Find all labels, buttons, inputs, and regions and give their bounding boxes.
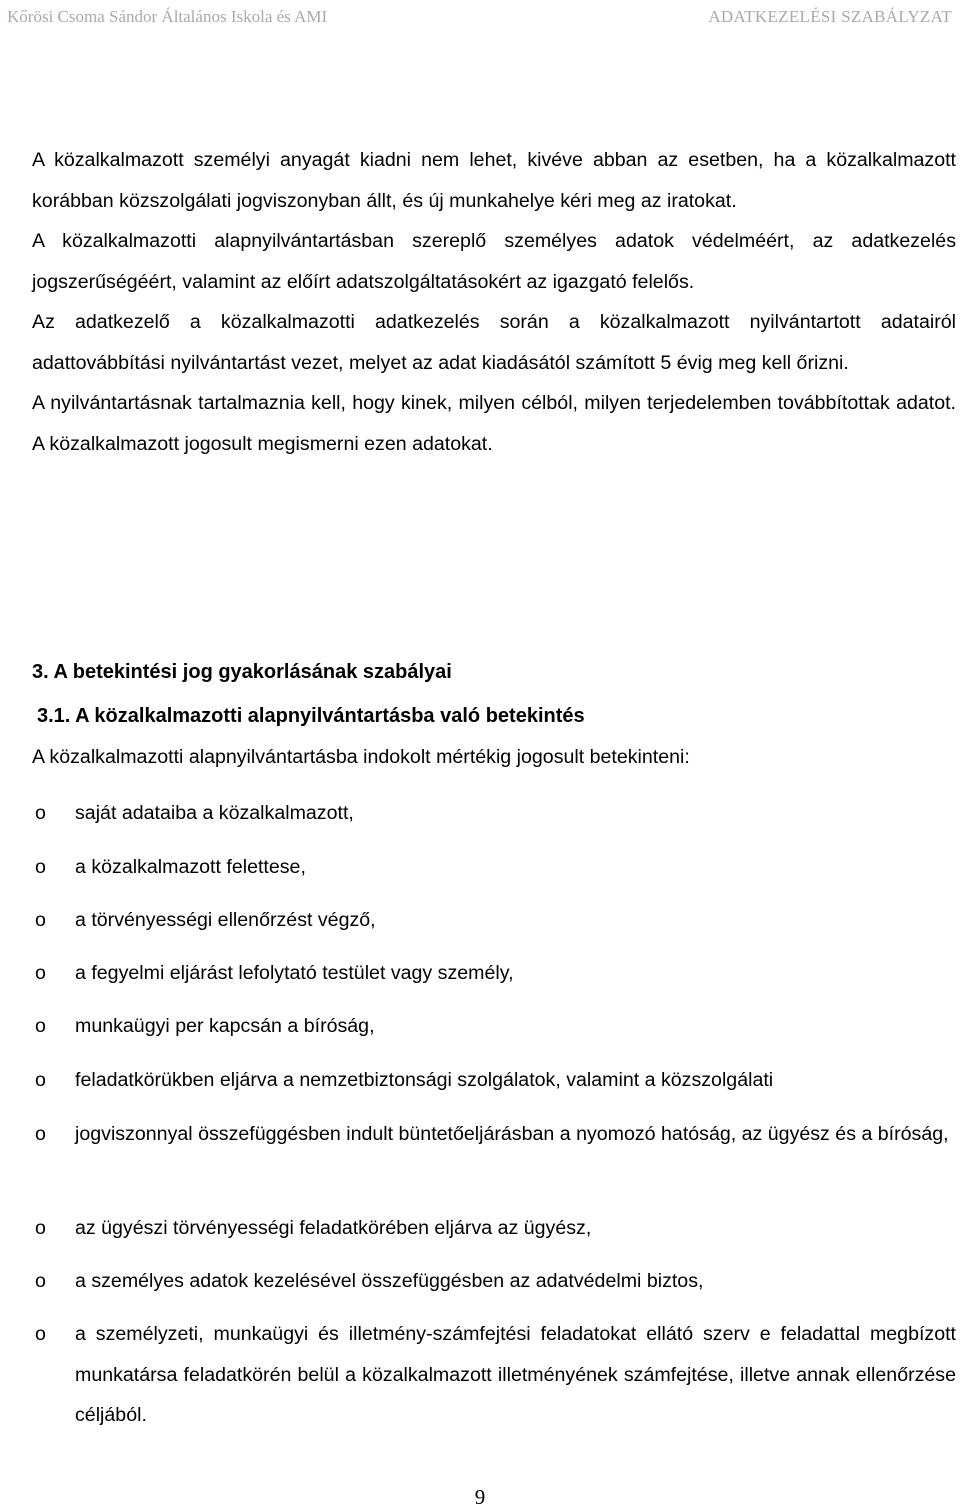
- bullet-icon: o: [35, 1123, 46, 1145]
- authorized-list: [32, 1060, 956, 1101]
- list-item: [32, 1114, 956, 1155]
- header-school-name: Kőrösi Csoma Sándor Általános Iskola és AMI: [7, 7, 328, 26]
- authorized-list: [32, 1114, 956, 1155]
- list-item: [32, 793, 956, 834]
- bullet-icon: o: [35, 856, 46, 878]
- list-item: [32, 1261, 956, 1302]
- list-item: [32, 953, 956, 994]
- list-item-text: a közalkalmazott felettese,: [75, 856, 306, 878]
- header-document-title: ADATKEZELÉSI SZABÁLYZAT: [708, 7, 952, 26]
- paragraph: A közalkalmazott személyi anyagát kiadni nem lehet, kivéve abban az esetben, ha a közalkalmazott korábban közszolgálati jogviszonyban állt, és új munkahelye kéri meg az iratokat.: [32, 149, 956, 212]
- bullet-icon: o: [35, 909, 46, 931]
- authorized-list: [32, 1006, 956, 1047]
- list-item-text: a törvényességi ellenőrzést végző,: [75, 909, 376, 931]
- list-item-text: saját adataiba a közalkalmazott,: [75, 802, 354, 824]
- bullet-icon: o: [35, 1015, 46, 1037]
- list-item: [32, 1314, 956, 1436]
- list-item-text: a személyzeti, munkaügyi és illetmény-számfejtési feladatokat ellátó szerv e feladattal megbízott munkatársa feladatkörén belül a közalkalmazott illetményének számfejtése, illetve annak ellenőrzése céljából.: [75, 1323, 956, 1426]
- paragraph: A nyilvántartásnak tartalmaznia kell, hogy kinek, milyen célból, milyen terjedelemben továbbítottak adatot. A közalkalmazott jogosult megismerni ezen adatokat.: [32, 392, 956, 455]
- list-item-text: munkaügyi per kapcsán a bíróság,: [75, 1015, 375, 1037]
- list-item: [32, 1006, 956, 1047]
- paragraph: Az adatkezelő a közalkalmazotti adatkezelés során a közalkalmazott nyilvántartott adatairól adattovábbítási nyilvántartást vezet, melyet az adat kiadásától számított 5 évig meg kell őrizni.: [32, 311, 956, 374]
- bullet-icon: o: [35, 802, 46, 824]
- subsection-heading: 3.1. A közalkalmazotti alapnyilvántartásba való betekintés: [37, 705, 585, 727]
- authorized-list: [32, 1261, 956, 1302]
- paragraph: A közalkalmazotti alapnyilvántartásban szereplő személyes adatok védelméért, az adatkezelés jogszerűségéért, valamint az előírt adatszolgáltatásokért az igazgató felelős.: [32, 230, 956, 293]
- list-item-text: a fegyelmi eljárást lefolytató testület vagy személy,: [75, 962, 514, 984]
- list-item: [32, 900, 956, 941]
- list-intro: A közalkalmazotti alapnyilvántartásba indokolt mértékig jogosult betekinteni:: [32, 746, 690, 768]
- page-number: 9: [474, 1485, 486, 1509]
- authorized-list: [32, 900, 956, 941]
- bullet-icon: o: [35, 1217, 46, 1239]
- body-paragraphs: [32, 140, 956, 464]
- list-item-text: a személyes adatok kezelésével összefüggésben az adatvédelmi biztos,: [75, 1270, 704, 1292]
- page-header: [0, 4, 960, 28]
- bullet-icon: o: [35, 1270, 46, 1292]
- section-heading: 3. A betekintési jog gyakorlásának szabályai: [32, 661, 452, 683]
- list-item-text: jogviszonnyal összefüggésben indult büntetőeljárásban a nyomozó hatóság, az ügyész és a bíróság,: [75, 1123, 949, 1145]
- list-item-text: az ügyészi törvényességi feladatkörében eljárva az ügyész,: [75, 1217, 592, 1239]
- authorized-list: [32, 1314, 956, 1436]
- list-item: [32, 847, 956, 888]
- authorized-list: [32, 847, 956, 888]
- list-item: [32, 1208, 956, 1249]
- list-item-text: feladatkörükben eljárva a nemzetbiztonsági szolgálatok, valamint a közszolgálati: [75, 1069, 774, 1091]
- bullet-icon: o: [35, 962, 46, 984]
- authorized-list: [32, 1208, 956, 1249]
- authorized-list: [32, 953, 956, 994]
- bullet-icon: o: [35, 1323, 46, 1345]
- authorized-list: [32, 793, 956, 834]
- bullet-icon: o: [35, 1069, 46, 1091]
- list-item: [32, 1060, 956, 1101]
